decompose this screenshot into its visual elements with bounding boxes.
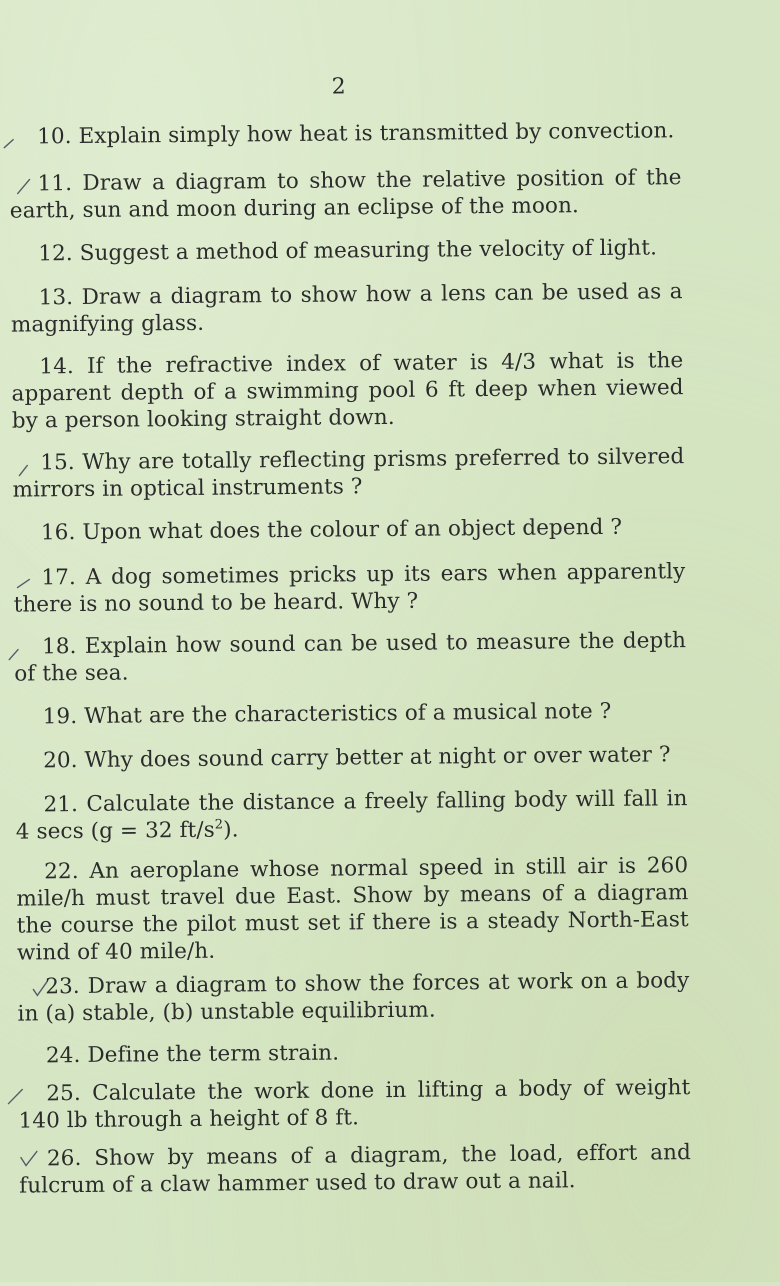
question-number: 22. xyxy=(44,858,79,885)
question-number: 12. xyxy=(38,241,73,267)
question-text: What are the characteristics of a musical note ? xyxy=(84,698,612,729)
question-12 xyxy=(10,234,682,267)
question-text: Define the term strain. xyxy=(87,1040,340,1068)
question-text: Calculate the distance a freely falling body will fall in 4 secs (g = 32 ft/s xyxy=(15,786,688,845)
question-text: Show by means of a diagram, the load, effort and fulcrum of a claw hammer used to draw out a nail. xyxy=(19,1140,692,1199)
question-text: Why are totally reflecting prisms preferred to silvered mirrors in optical instruments ? xyxy=(12,444,685,503)
question-number: 17. xyxy=(41,565,76,591)
question-16 xyxy=(13,513,685,546)
question-13 xyxy=(11,278,683,338)
page-number: 2 xyxy=(331,74,346,100)
question-15 xyxy=(12,443,684,503)
question-number: 18. xyxy=(41,634,77,660)
question-number: 10. xyxy=(37,124,72,150)
question-text: Draw a diagram to show the relative position of the earth, sun and moon during an eclipse of the moon. xyxy=(9,165,682,224)
question-text: Explain simply how heat is transmitted by convection. xyxy=(78,118,675,149)
question-14 xyxy=(11,347,684,434)
question-text: If the refractive index of water is 4/3 what is the apparent depth of a swimming pool 6 ft deep when viewed by a person looking straight down. xyxy=(11,348,684,434)
question-text: Why does sound carry better at night or over water ? xyxy=(84,742,671,773)
question-text: A dog sometimes pricks up its ears when apparently there is no sound to be heard. Why ? xyxy=(13,559,686,618)
question-number: 16. xyxy=(40,520,76,546)
question-23 xyxy=(17,967,689,1027)
question-text: Draw a diagram to show the forces at work on a body in (a) stable, (b) unstable equilibrium. xyxy=(17,968,690,1027)
question-number: 25. xyxy=(46,1080,81,1107)
question-text: Calculate the work done in lifting a body of weight 140 lb through a height of 8 ft. xyxy=(18,1075,691,1134)
question-21 xyxy=(15,785,687,845)
question-text: Suggest a method of measuring the velocity of light. xyxy=(79,235,658,266)
question-10 xyxy=(9,117,681,150)
question-number: 21. xyxy=(43,792,79,818)
question-number: 14. xyxy=(39,354,74,380)
question-19 xyxy=(15,697,687,730)
question-number: 23. xyxy=(45,973,80,1000)
question-number: 11. xyxy=(37,171,73,197)
question-text: Upon what does the colour of an object depend ? xyxy=(82,514,623,545)
question-text: Draw a diagram to show how a lens can be used as a magnifying glass. xyxy=(10,279,683,338)
question-25 xyxy=(18,1074,690,1134)
question-text: An aeroplane whose normal speed in still air is 260 mile/h must travel due East. Show by means of a diagram the course the pilot must set if there is a steady North-East wind of 40 mile/h. xyxy=(16,853,689,966)
question-text: Explain how sound can be used to measure the depth of the sea. xyxy=(14,628,687,687)
question-number: 15. xyxy=(40,450,75,476)
question-24 xyxy=(18,1036,690,1069)
question-26 xyxy=(19,1139,691,1199)
question-number: 13. xyxy=(38,285,74,311)
question-22 xyxy=(16,852,689,966)
question-number: 20. xyxy=(43,748,78,774)
question-number: 19. xyxy=(42,704,78,730)
question-17 xyxy=(13,558,685,618)
question-11 xyxy=(9,164,681,224)
question-number: 24. xyxy=(45,1042,81,1069)
exponent: 2 xyxy=(214,817,224,833)
question-18 xyxy=(14,627,686,687)
question-text-tail: ). xyxy=(223,817,239,843)
question-number: 26. xyxy=(46,1145,82,1172)
question-20 xyxy=(15,741,687,774)
